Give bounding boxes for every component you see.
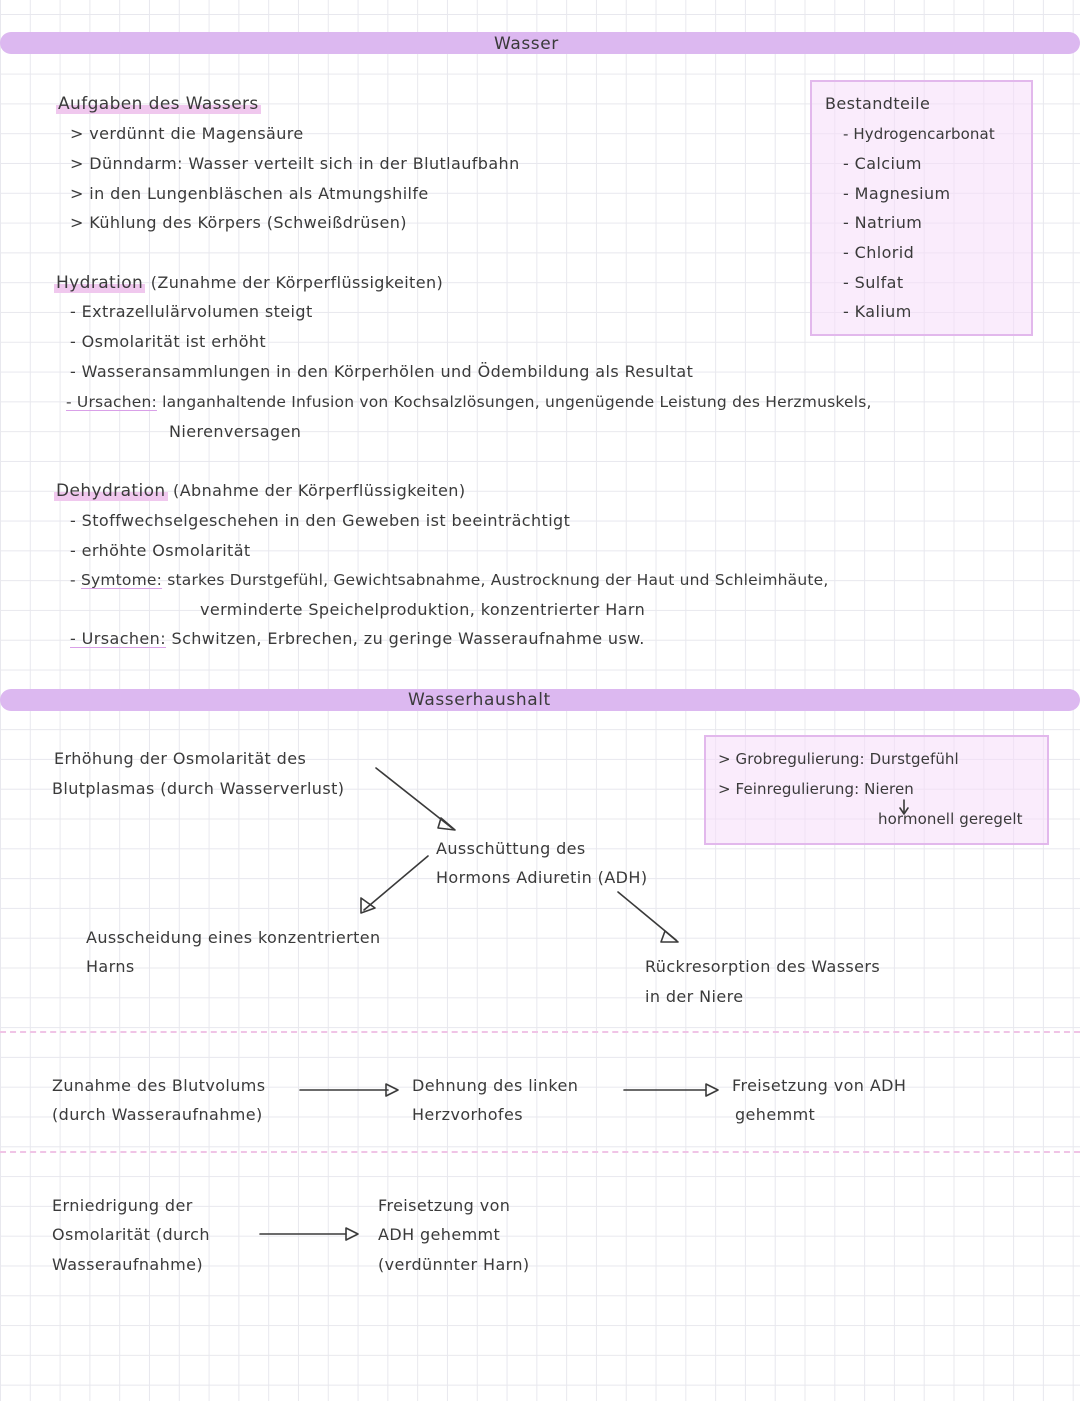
bestandteile-heading: Bestandteile bbox=[825, 94, 931, 113]
freisetzung-adh-line-1: Freisetzung von ADH bbox=[732, 1076, 907, 1095]
dehydration-item-1: - Stoffwechselgeschehen in den Geweben ist beeinträchtigt bbox=[70, 511, 571, 530]
arrow-ausschuettung-ausscheidung bbox=[364, 856, 428, 910]
regulation-line-1: > Grobregulierung: Durstgefühl bbox=[718, 750, 959, 768]
rueckresorption-line-2: in der Niere bbox=[645, 987, 744, 1006]
aufgaben-item-2: > Dünndarm: Wasser verteilt sich in der Blutlaufbahn bbox=[70, 154, 520, 173]
dehydration-symptome-dash: - bbox=[70, 571, 76, 589]
arrowhead-ausschuettung-ausscheidung bbox=[361, 898, 375, 913]
dehydration-subtitle: (Abnahme der Körperflüssigkeiten) bbox=[173, 481, 466, 500]
bestandteile-item-6: - Sulfat bbox=[843, 273, 904, 292]
hydration-ursachen-text-2: Nierenversagen bbox=[169, 422, 302, 441]
aufgaben-item-1: > verdünnt die Magensäure bbox=[70, 124, 304, 143]
title-wasserhaushalt: Wasserhaushalt bbox=[408, 690, 551, 710]
hydration-ursachen-text: langanhaltende Infusion von Kochsalzlösungen, ungenügende Leistung des Herzmuskels, bbox=[162, 393, 872, 411]
hydration-ursachen-label: - Ursachen: bbox=[66, 393, 157, 411]
dehydration-item-2: - erhöhte Osmolarität bbox=[70, 541, 251, 560]
freisetzung-adh-line-2: gehemmt bbox=[735, 1105, 816, 1124]
freisetzung-von-line-2: ADH gehemmt bbox=[378, 1225, 501, 1244]
erhoehung-line-1: Erhöhung der Osmolarität des bbox=[54, 749, 307, 768]
arrowhead-erniedrigung-freisetzung bbox=[346, 1228, 358, 1240]
bestandteile-item-7: - Kalium bbox=[843, 302, 912, 321]
ausscheidung-line-2: Harns bbox=[86, 957, 135, 976]
ausschuettung-line-2: Hormons Adiuretin (ADH) bbox=[436, 868, 648, 887]
erniedrigung-line-1: Erniedrigung der bbox=[52, 1196, 193, 1215]
bestandteile-item-4: - Natrium bbox=[843, 213, 923, 232]
dehnung-line-1: Dehnung des linken bbox=[412, 1076, 579, 1095]
freisetzung-von-line-1: Freisetzung von bbox=[378, 1196, 511, 1215]
erhoehung-line-2: Blutplasmas (durch Wasserverlust) bbox=[52, 779, 345, 798]
zunahme-line-2: (durch Wasseraufnahme) bbox=[52, 1105, 263, 1124]
aufgaben-item-3: > in den Lungenbläschen als Atmungshilfe bbox=[70, 184, 429, 203]
rueckresorption-line-1: Rückresorption des Wassers bbox=[645, 957, 881, 976]
freisetzung-von-line-3: (verdünnter Harn) bbox=[378, 1255, 530, 1274]
erniedrigung-line-2: Osmolarität (durch bbox=[52, 1225, 210, 1244]
dehydration-symptome-text-2: verminderte Speichelproduktion, konzentrierter Harn bbox=[200, 600, 646, 619]
dehydration-ursachen-label: - Ursachen: bbox=[70, 629, 167, 648]
dehydration-heading: Dehydration bbox=[56, 481, 166, 501]
title-wasser: Wasser bbox=[494, 34, 559, 54]
bestandteile-item-2: - Calcium bbox=[843, 154, 922, 173]
ausschuettung-line-1: Ausschüttung des bbox=[436, 839, 586, 858]
bestandteile-item-1: - Hydrogencarbonat bbox=[843, 125, 995, 143]
dehydration-symptome-text: starkes Durstgefühl, Gewichtsabnahme, Austrocknung der Haut und Schleimhäute, bbox=[167, 571, 829, 589]
erniedrigung-line-3: Wasseraufnahme) bbox=[52, 1255, 204, 1274]
dehnung-line-2: Herzvorhofes bbox=[412, 1105, 523, 1124]
zunahme-line-1: Zunahme des Blutvolums bbox=[52, 1076, 266, 1095]
hydration-subtitle: (Zunahme der Körperflüssigkeiten) bbox=[150, 273, 444, 292]
bestandteile-item-3: - Magnesium bbox=[843, 184, 951, 203]
ausscheidung-line-1: Ausscheidung eines konzentrierten bbox=[86, 928, 381, 947]
hydration-item-1: - Extrazellulärvolumen steigt bbox=[70, 302, 313, 321]
bestandteile-item-5: - Chlorid bbox=[843, 243, 915, 262]
hydration-heading: Hydration bbox=[56, 273, 144, 293]
arrowhead-dehnung-freisetzung bbox=[706, 1084, 718, 1096]
dehydration-ursachen-text: Schwitzen, Erbrechen, zu geringe Wasseraufnahme usw. bbox=[171, 629, 645, 648]
hydration-item-2: - Osmolarität ist erhöht bbox=[70, 332, 267, 351]
aufgaben-heading-text: Aufgaben des Wassers bbox=[58, 94, 259, 114]
regulation-line-3: hormonell geregelt bbox=[878, 810, 1023, 828]
hydration-item-3: - Wasseransammlungen in den Körperhölen und Ödembildung als Resultat bbox=[70, 362, 694, 381]
regulation-line-2: > Feinregulierung: Nieren bbox=[718, 780, 914, 798]
arrowhead-ausschuettung-rueckresorption bbox=[661, 931, 678, 942]
dehydration-symptome-label: Symtome: bbox=[80, 571, 163, 589]
aufgaben-item-4: > Kühlung des Körpers (Schweißdrüsen) bbox=[70, 213, 407, 232]
